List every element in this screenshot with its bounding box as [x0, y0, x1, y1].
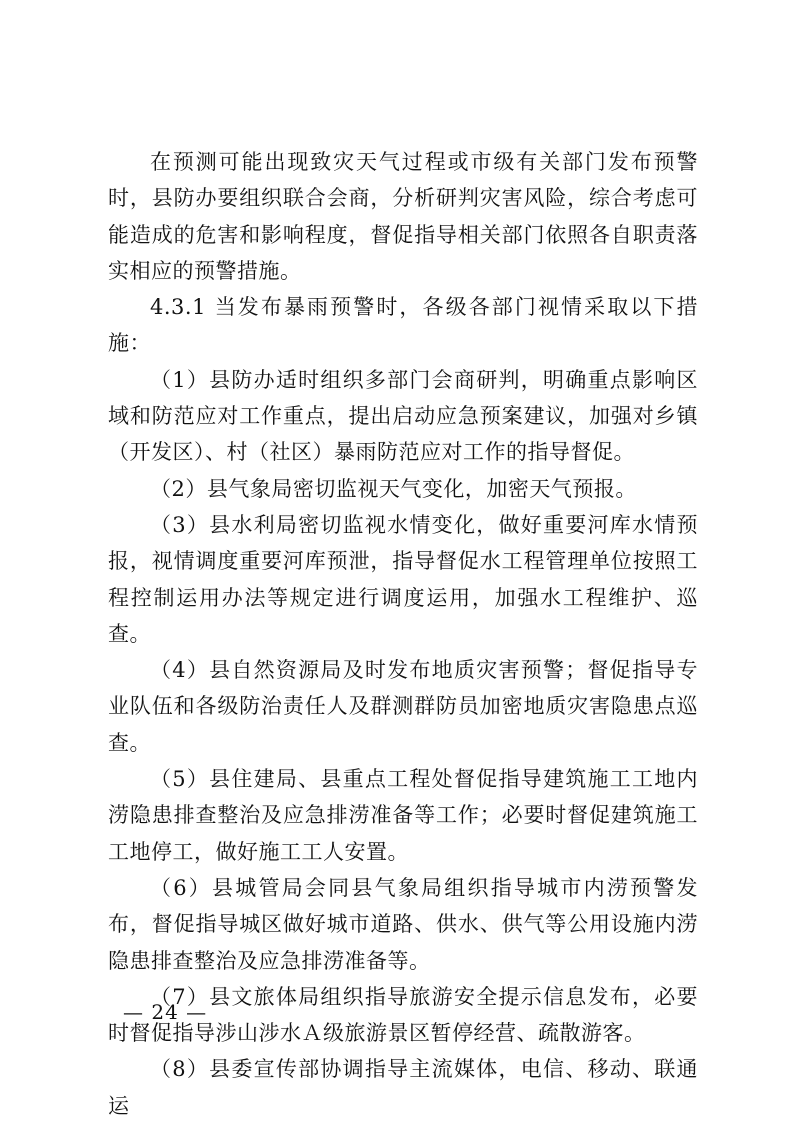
page-number: — 24 — [123, 1000, 208, 1024]
paragraph-item-8: （8）县委宣传部协调指导主流媒体，电信、移动、联通运 [108, 1057, 698, 1118]
paragraph-item-1: （1）县防办适时组织多部门会商研判，明确重点影响区域和防范应对工作重点，提出启动应急预案建议，加强对乡镇（开发区）、村（社区）暴雨防范应对工作的指导督促。 [108, 367, 698, 465]
body-text [108, 144, 698, 1124]
paragraph-item-6: （6）县城管局会同县气象局组织指导城市内涝预警发布，督促指导城区做好城市道路、供水、供气等公用设施内涝隐患排查整治及应急排涝准备等。 [108, 875, 698, 973]
paragraph-item-3: （3）县水利局密切监视水情变化，做好重要河库水情预报，视情调度重要河库预泄，指导督促水工程管理单位按照工程控制运用办法等规定进行调度运用，加强水工程维护、巡查。 [108, 512, 698, 646]
paragraph-4-3-1: 4.3.1 当发布暴雨预警时，各级各部门视情采取以下措施： [108, 295, 698, 356]
paragraph-intro: 在预测可能出现致灾天气过程或市级有关部门发布预警时，县防办要组织联合会商，分析研判灾害风险，综合考虑可能造成的危害和影响程度，督促指导相关部门依照各自职责落实相应的预警措施。 [108, 150, 698, 283]
paragraph-item-7: （7）县文旅体局组织指导旅游安全提示信息发布，必要时督促指导涉山涉水Ａ级旅游景区暂停经营、疏散游客。 [108, 984, 698, 1046]
paragraph-item-4: （4）县自然资源局及时发布地质灾害预警；督促指导专业队伍和各级防治责任人及群测群防员加密地质灾害隐患点巡查。 [108, 658, 698, 755]
paragraph-item-5: （5）县住建局、县重点工程处督促指导建筑施工工地内涝隐患排查整治及应急排涝准备等工作；必要时督促建筑施工工地停工，做好施工工人安置。 [108, 767, 698, 864]
paragraph-item-2: （2）县气象局密切监视天气变化，加密天气预报。 [150, 476, 637, 501]
